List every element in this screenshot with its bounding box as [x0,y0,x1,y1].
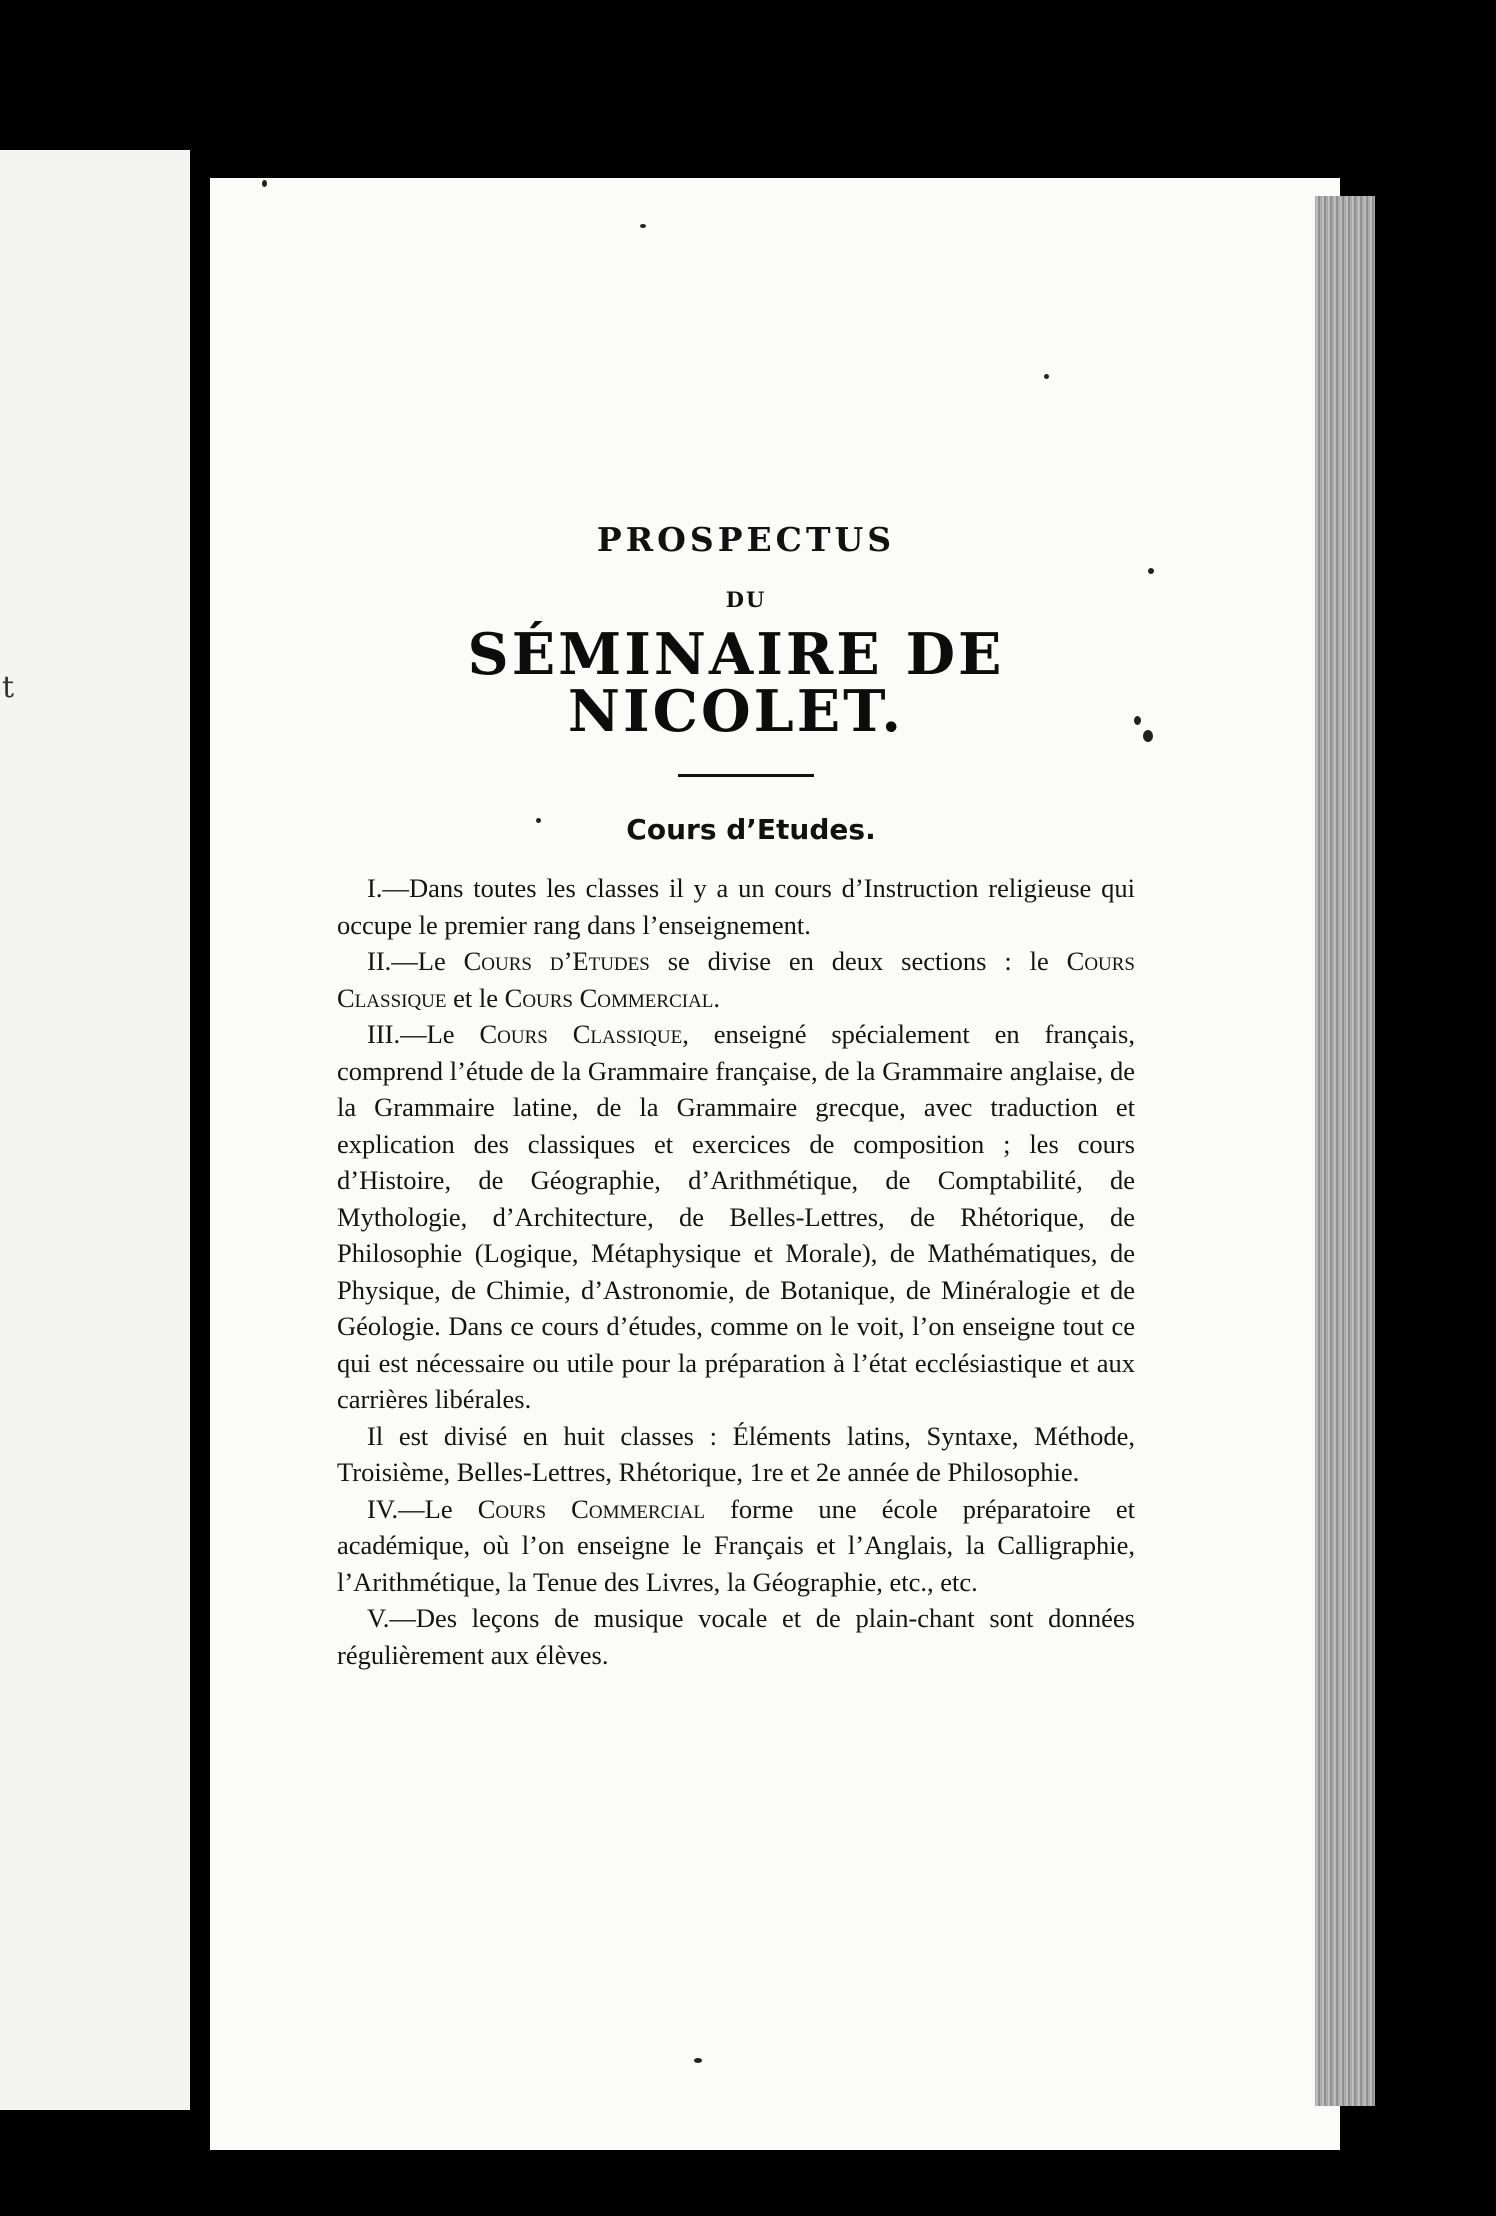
previous-page-letter: t [2,670,15,705]
title-divider [678,774,814,777]
paragraph-3 [337,1016,1135,1418]
title-connector: DU [725,587,767,612]
document-body [337,520,1135,1673]
previous-page-fragment [0,150,190,2110]
paragraph-2-text: . [713,982,721,1013]
cours-commercial-term: Cours Commercial [504,982,714,1013]
scan-speck [1044,374,1049,379]
cours-commercial-term: Cours Commercial [477,1493,705,1524]
paragraph-1-text: I.—Dans toutes les classes il y a un cours d’Instruction religieuse qui occupe le premier rang dans l’enseignement. [337,873,1135,940]
cours-classique-term: Cours Classique [479,1019,683,1049]
paragraph-6-text: V.—Des leçons de musique vocale et de plain-chant sont données régulièrement aux élèves. [337,1603,1135,1670]
prospectus-title: PROSPECTUS [596,520,896,559]
paragraph-2-text: et le [446,982,505,1013]
seminary-title: SÉMINAIRE DE NICOLET. [467,621,1005,745]
scan-speck [1143,730,1153,742]
paragraph-4-text: Il est divisé en huit classes : Éléments latins, Syntaxe, Méthode, Troisième, Belles-Lettres, Rhétorique, 1re et 2e année de Philosophie. [337,1420,1135,1487]
scan-speck [640,224,646,228]
scan-speck [694,2058,702,2063]
cours-classique-term: Cours Classique [337,946,1135,1013]
paragraph-4 [337,1418,1135,1491]
scan-speck [262,180,267,187]
paragraph-5 [337,1491,1135,1601]
scan-speck [1134,716,1141,725]
paragraph-5-text: IV.—Le [367,1493,478,1524]
paragraph-2 [337,943,1135,1016]
paragraph-2-text: se divise en deux sections : le [649,946,1067,976]
cours-etudes-term: Cours d’Etudes [463,946,650,976]
paragraph-5-text: forme une école préparatoire et académique, où l’on enseigne le Français et l’Anglais, la Calligraphie, l’Arithmétique, la Tenue des Livres, la Géographie, etc., etc. [337,1493,1135,1597]
paragraph-3-text: III.—Le [367,1019,480,1049]
scan-speck [1148,568,1154,574]
paragraph-3-text: , enseigné spécialement en français, comprend l’étude de la Grammaire française, de la Grammaire anglaise, de la Grammaire latine, de la Grammaire grecque, avec traduction et explication des classiques et exercices de composition ; les cours d’Histoire, de Géographie, d’Arithmétique, de Comptabilité, de Mythologie, d’Architecture, de Belles-Lettres, de Rhétorique, de Philosophie (Logique, Métaphysique et Morale), de Mathématiques, de Physique, de Chimie, d’Astronomie, de Botanique, de Minéralogie et de Géologie. Dans ce cours d’études, comme on le voit, l’on enseigne tout ce qui est nécessaire ou utile pour la préparation à l’état ecclésiastique et aux carrières libérales. [337,1019,1135,1414]
section-heading: Cours d’Etudes. [626,813,876,846]
page-edge-stack [1315,196,1375,2106]
paragraph-6 [337,1600,1135,1673]
paragraph-1 [337,870,1135,943]
paragraph-2-text: II.—Le [367,946,464,976]
